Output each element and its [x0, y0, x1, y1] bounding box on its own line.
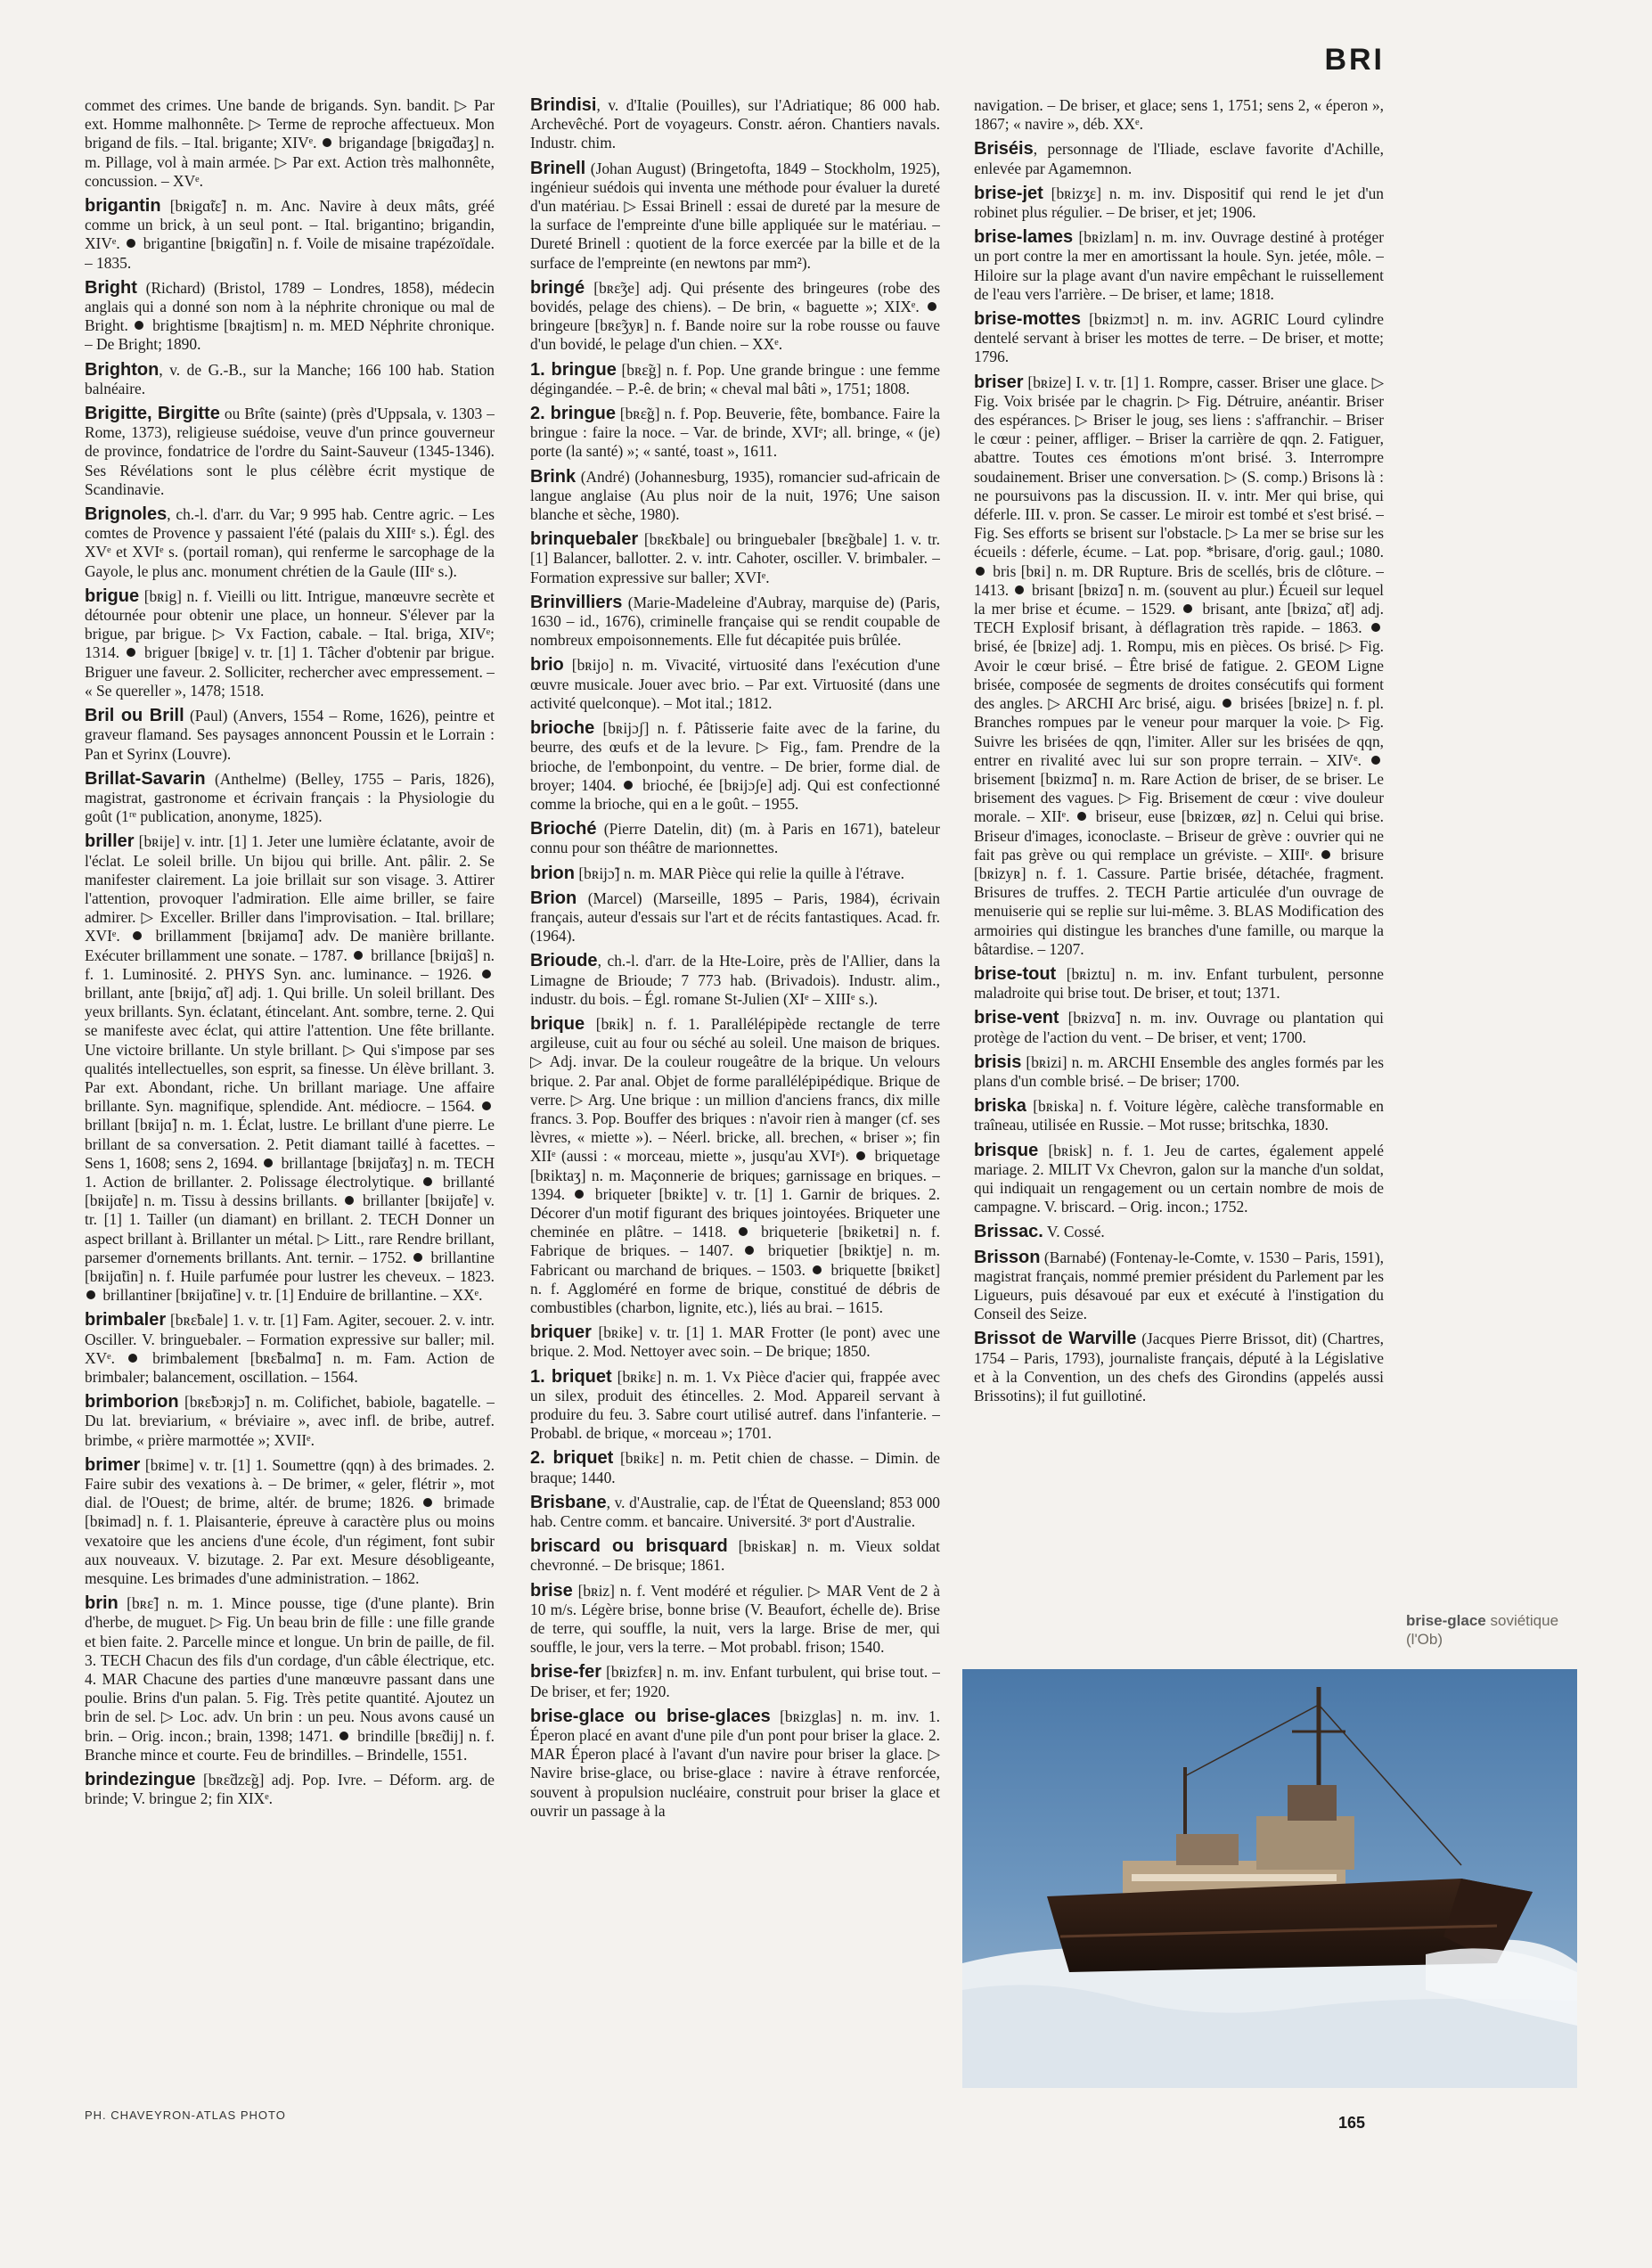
dictionary-entry: Brioude, ch.-l. d'arr. de la Hte-Loire, près de l'Allier, dans la Limagne de Brioude; 7 773 hab. (Brivadois). Industr. alim., industr. du bois. – Égl. romane St-Julien (XIᵉ – XIIIᵉ s.).	[530, 951, 940, 1008]
dictionary-entry: brise-lames [bʀizlam] n. m. inv. Ouvrage destiné à protéger un port contre la mer en amortissant la houle. Syn. jetée, môle. – Hiloire sur la plage avant d'un navire empêchant le ruissellement de l'eau vers l'arrière. – De briser, et lame; 1818.	[974, 227, 1384, 303]
dictionary-entry: Bright (Richard) (Bristol, 1789 – Londres, 1858), médecin anglais qui a donné son nom à la néphrite chronique ou mal de Bright. brightisme [bʀajtism] n. m. MED Néphrite chronique. – De Bright; 1890.	[85, 277, 495, 354]
dictionary-entry: Brink (André) (Johannesburg, 1935), romancier sud-africain de langue anglaise (Au plus noir de la nuit, 1976; Une saison blanche et sèche, 1980).	[530, 466, 940, 524]
entry-headword: briller	[85, 831, 135, 852]
bullet-icon	[482, 970, 491, 978]
entry-headword: Bright	[85, 277, 137, 298]
bullet-icon	[976, 567, 985, 576]
dictionary-entry: navigation. – De briser, et glace; sens 1, 1751; sens 2, « éperon », 1867; « navire », déb. XXᵉ.	[974, 96, 1384, 134]
dictionary-entry: brimborion [bʀɛ̃bɔʀjɔ̃] n. m. Colifichet, babiole, bagatelle. – Du lat. breviarium, « bréviaire », avec infl. de bribe, autref. brimbe, « prière marmottée »; XVIIᵉ.	[85, 1392, 495, 1449]
entry-headword: Brissac.	[974, 1222, 1043, 1242]
entry-headword: Bril ou Brill	[85, 706, 184, 726]
entry-headword: brise-glace ou brise-glaces	[530, 1706, 771, 1726]
entry-headword: Brignoles	[85, 504, 168, 525]
dictionary-entry: bringé [bʀɛ̃ʒe] adj. Qui présente des bringeures (robe des bovidés, pelage des chiens). – De brin, « baguette »; XIXᵉ. bringeure [bʀɛ̃ʒyʀ] n. f. Bande noire sur la robe rousse ou fauve d'un bovidé, le pelage d'un chien. – XXᵉ.	[530, 277, 940, 354]
dictionary-entry: briska [bʀiska] n. f. Voiture légère, calèche transformable en traîneau, utilisée en Russie. – Mot russe; britschka, 1830.	[974, 1096, 1384, 1134]
dictionary-entry: brise-mottes [bʀizmɔt] n. m. inv. AGRIC Lourd cylindre dentelé servant à briser les mottes de terre. – De briser, et motte; 1796.	[974, 309, 1384, 366]
entry-headword: briquer	[530, 1322, 592, 1343]
entry-headword: brimbaler	[85, 1310, 167, 1331]
caption-headword: brise-glace	[1406, 1612, 1486, 1629]
bullet-icon	[745, 1246, 754, 1255]
entry-headword: brinquebaler	[530, 529, 639, 550]
entry-headword: brion	[530, 863, 575, 883]
entry-headword: 1. bringue	[530, 359, 617, 380]
bullet-icon	[1371, 623, 1380, 632]
dictionary-entry: brinquebaler [bʀɛ̃kbale] ou bringuebaler [bʀɛ̃gbale] 1. v. tr. [1] Balancer, ballotter. 2. v. intr. Cahoter, osciller. V. brimbaler. – Formation expressive sur baller; XVIᵉ.	[530, 529, 940, 586]
dictionary-entry: brise-vent [bʀizvɑ̃] n. m. inv. Ouvrage ou plantation qui protège de l'action du vent. – De briser, et vent; 1700.	[974, 1008, 1384, 1046]
entry-headword: brise	[530, 1580, 573, 1601]
bullet-icon	[482, 1101, 491, 1110]
dictionary-entry: briscard ou brisquard [bʀiskaʀ] n. m. Vieux soldat chevronné. – De brisque; 1861.	[530, 1536, 940, 1575]
dictionary-entry: brin [bʀɛ̃] n. m. 1. Mince pousse, tige (d'une plante). Brin d'herbe, de muguet. ▷ Fig. Un beau brin de fille : une fille grande et bien faite. 2. Parcelle mince et longue. Un brin de paille, de fil. 3. TECH Chacun des fils d'un cordage, d'un câble électrique, etc. 4. MAR Chacune des parties d'une manœuvre passant dans une poulie. Brins d'un palan. 5. Fig. Très petite quantité. Ajoutez un brin de sel. ▷ Loc. adv. Un brin : un peu. Nous avons causé un brin. – Orig. incon.; brain, 1398; 1471. brindille [bʀɛ̃dij] n. f. Branche mince et courte. Feu de brindilles. – Brindelle, 1551.	[85, 1593, 495, 1764]
entry-headword: brio	[530, 655, 564, 675]
dictionary-entry: commet des crimes. Une bande de brigands. Syn. bandit. ▷ Par ext. Homme malhonnête. ▷ Terme de reproche affectueux. Mon brigand de fils. – Ital. brigante; XIVᵉ. brigandage [bʀigɑ̃daʒ] n. m. Pillage, vol à main armée. ▷ Par ext. Action très malhonnête, concussion. – XVᵉ.	[85, 96, 495, 190]
dictionary-entry: Brissac. V. Cossé.	[974, 1222, 1105, 1242]
entry-headword: briscard ou brisquard	[530, 1536, 728, 1557]
running-head: BRI	[1324, 43, 1385, 77]
entry-headword: Brioude	[530, 951, 598, 971]
dictionary-entry: brise [bʀiz] n. f. Vent modéré et régulier. ▷ MAR Vent de 2 à 10 m/s. Légère brise, bonne brise (V. Beaufort, échelle de). Brise de terre, qui souffle, la nuit, vers la large. Brise de mer, qui souffle, le jour, vers la terre. – Mot probabl. frison; 1540.	[530, 1580, 940, 1657]
dictionary-entry: briquer [bʀike] v. tr. [1] 1. MAR Frotter (le pont) avec une brique. 2. Mod. Nettoyer avec soin. – De brique; 1850.	[530, 1322, 940, 1361]
dictionary-entry: brisque [bʀisk] n. f. 1. Jeu de cartes, également appelé mariage. 2. MILIT Vx Chevron, galon sur la manche d'un soldat, qui indiquait un rengagement ou un certain nombre de mois de campagne. V. briscard. – Orig. incon.; 1752.	[974, 1140, 1384, 1216]
dictionary-entry: brigue [bʀig] n. f. Vieilli ou litt. Intrigue, manœuvre secrète et détournée pour obtenir une place, un honneur. S'élever par la brigue, par brigue. ▷ Vx Faction, cabale. – Ital. briga, XIVᵉ; 1314. briguer [bʀige] v. tr. [1] 1. Tâcher d'obtenir par brigue. Briguer une faveur. 2. Solliciter, rechercher avec empressement. – « Se quereller », 1478; 1518.	[85, 585, 495, 700]
dictionary-entry: Brighton, v. de G.-B., sur la Manche; 166 100 hab. Station balnéaire.	[85, 359, 495, 397]
caption-text: soviétique (l'Ob)	[1406, 1612, 1559, 1648]
dictionary-entry: brigantin [bʀigɑ̃tɛ̃] n. m. Anc. Navire à deux mâts, gréé comme un brick, à un seul pont. – Ital. brigantino; brigandin, XIVᵉ. brigantine [bʀigɑ̃tin] n. f. Voile de misaine trapézoïdale. – 1835.	[85, 196, 495, 272]
dictionary-entry: Brinell (Johan August) (Bringetofta, 1849 – Stockholm, 1925), ingénieur suédois qui inventa une méthode pour évaluer la dureté d'un matériau. ▷ Essai Brinell : essai de dureté par la mesure de la surface de l'empreinte d'une bille appliquée sur le matériau. – Dureté Brinell : quotient de la force exercée par la bille et de la surface de l'empreinte (en newtons par mm²).	[530, 158, 940, 272]
dictionary-entry: briser [bʀize] I. v. tr. [1] 1. Rompre, casser. Briser une glace. ▷ Fig. Voix brisée par le chagrin. ▷ Fig. Détruire, anéantir. Briser des espérances. ▷ Briser le joug, ses liens : s'affranchir. – Briser le cœur : peiner, affliger. – Briser la carrière de qqn. 2. Fatiguer, abattre. Toutes ces émotions m'ont brisé. 3. Interrompre soudainement. Briser une conversation. ▷ (S. comp.) Brisons là : ne poursuivons pas la discussion. II. v. intr. Mer qui brise, qui déferle. III. v. pron. Se casser. Le miroir est tombé et s'est brisé. – Fig. Ses efforts se brisent sur l'obstacle. ▷ La mer se brise sur les écueils : déferle, écume. – Lat. pop. *brisare, d'orig. gaul.; 1080. bris [bʀi] n. m. DR Rupture. Bris de scellés, bris de clôture. – 1413. brisant [bʀizɑ̃] n. m. (souvent au plur.) Écueil sur lequel la mer brise et écume. – 1529. brisant, ante [bʀizɑ̃, ɑ̃t] adj. TECH Explosif brisant, à déflagration très rapide. – 1863. brisé, ée [bʀize] adj. 1. Rompu, mis en pièces. Os brisé. ▷ Fig. Avoir le cœur brisé. – Être brisé de fatigue. 2. GEOM Ligne brisée, composée de segments de droites consécutifs qui forment des angles. ▷ ARCHI Arc brisé, aigu. brisées [bʀize] n. f. pl. Branches rompues par le veneur pour marquer la voie. ▷ Fig. Suivre les brisées de qqn, l'imiter. Aller sur les brisées de qqn, entrer en rivalité avec lui sur son propre terrain. – XIVᵉ. brisement [bʀizmɑ̃] n. m. Rare Action de briser, de se briser. Le brisement des vagues. ▷ Fig. Brisement de cœur : vive douleur morale. – XIIᵉ. briseur, euse [bʀizœʀ, øz] n. Celui qui brise. Briseur d'images, iconoclaste. – Briseur de grève : ouvrier qui ne fait pas grève ou qui remplace un gréviste. – XIIIᵉ. brisure [bʀizyʀ] n. f. 1. Cassure. Partie brisée, détachée, fragment. Brisures de truffes. 2. TECH Partie articulée d'un ouvrage de menuiserie qui se replie sur lui-même. 3. BLAS Modification des armoiries qui distingue les branches d'une famille, ou marque la bâtardise. – 1207.	[974, 372, 1384, 958]
entry-headword: brigue	[85, 585, 140, 606]
entry-headword: briser	[974, 372, 1024, 392]
dictionary-entry: brimbaler [bʀɛ̃bale] 1. v. tr. [1] Fam. Agiter, secouer. 2. v. intr. Osciller. V. bringuebaler. – Formation expressive sur baller; mil. XVᵉ. brimbalement [bʀɛ̃balmɑ̃] n. m. Fam. Action de brimbaler; balancement, oscillation. – 1564.	[85, 1310, 495, 1386]
entry-headword: brise-vent	[974, 1008, 1059, 1028]
entry-headword: 1. briquet	[530, 1366, 612, 1387]
bullet-icon	[423, 1498, 432, 1507]
entry-headword: brindezingue	[85, 1770, 196, 1790]
column-3	[974, 96, 1384, 1656]
dictionary-entry: brise-fer [bʀizfɛʀ] n. m. inv. Enfant turbulent, qui brise tout. – De briser, et fer; 1920.	[530, 1662, 940, 1700]
entry-headword: Brillat-Savarin	[85, 768, 206, 789]
bullet-icon	[86, 1290, 95, 1299]
entry-headword: briska	[974, 1096, 1026, 1117]
dictionary-entry: brimer [bʀime] v. tr. [1] 1. Soumettre (qqn) à des brimades. 2. Faire subir des vexations à. – De brimer, « geler, flétrir », mot dial. de l'Ouest; de brime, altér. de brume; 1826. brimade [bʀimad] n. f. 1. Plaisanterie, épreuve à caractère plus ou moins vexatoire que les anciens d'une école, d'un régiment, font subir aux nouveaux. V. bizutage. 2. Par ext. Mesure désobligeante, mesquine. Les brimades d'une administration. – 1862.	[85, 1454, 495, 1588]
bullet-icon	[813, 1265, 822, 1274]
entry-headword: brise-jet	[974, 183, 1043, 203]
entry-headword: brimborion	[85, 1392, 179, 1412]
entry-headword: Brissot de Warville	[974, 1329, 1137, 1349]
dictionary-entry: Brioché (Pierre Datelin, dit) (m. à Paris en 1671), bateleur connu pour son théâtre de marionnettes.	[530, 819, 940, 857]
bullet-icon	[413, 1253, 422, 1262]
bullet-icon	[1371, 756, 1380, 765]
entry-headword: brique	[530, 1013, 585, 1034]
bullet-icon	[264, 1159, 273, 1167]
dictionary-entry: brisis [bʀizi] n. m. ARCHI Ensemble des angles formés par les plans d'un comble brisé. – De briser; 1700.	[974, 1052, 1384, 1090]
dictionary-entry: Brigitte, Birgitte ou Brîte (sainte) (près d'Uppsala, v. 1303 – Rome, 1373), religieuse suédoise, veuve d'un prince gouverneur de province, fondatrice de l'ordre du Saint-Sauveur (1345-1346). Ses Révélations sont le plus célèbre écrit mystique de Scandinavie.	[85, 404, 495, 498]
bullet-icon	[128, 1354, 137, 1363]
column-1	[85, 96, 495, 2084]
entry-headword: brin	[85, 1593, 119, 1614]
entry-headword: Brisson	[974, 1247, 1041, 1267]
entry-headword: brisque	[974, 1140, 1039, 1160]
bullet-icon	[339, 1732, 348, 1740]
bullet-icon	[127, 239, 135, 248]
bullet-icon	[928, 302, 936, 311]
page-number: 165	[1338, 2114, 1366, 2132]
bullet-icon	[1321, 850, 1330, 859]
dictionary-entry: Brignoles, ch.-l. d'arr. du Var; 9 995 hab. Centre agric. – Les comtes de Provence y passaient l'été (palais du XIIIᵉ s.). Égl. des XVᵉ et XVIᵉ s. (portail roman), qui renferme le sarcophage de la Gayole, le plus anc. monument chrétien de la Gaule (IIIᵉ s.).	[85, 504, 495, 580]
entry-headword: brise-lames	[974, 227, 1074, 248]
dictionary-entry: Brissot de Warville (Jacques Pierre Brissot, dit) (Chartres, 1754 – Paris, 1793), journaliste français, député à la Législative et à la Convention, un des chefs des Girondins (appelés aussi Brissotins); il fut guillotiné.	[974, 1329, 1384, 1404]
dictionary-entry: 1. bringue [bʀɛ̃g] n. f. Pop. Une grande bringue : une femme dégingandée. – P.-ê. de brin; « cheval mal bâti », 1751; 1808.	[530, 359, 940, 397]
dictionary-entry: briller [bʀije] v. intr. [1] 1. Jeter une lumière éclatante, avoir de l'éclat. Le soleil brille. Un bijou qui brille. Ant. pâlir. 2. Se manifester clairement. La joie brillait sur son visage. 3. Attirer l'attention, provoquer l'admiration. Elle aime briller, se faire admirer. ▷ Exceller. Briller dans l'improvisation. – Ital. brillare; XVIᵉ. brillamment [bʀijamɑ̃] adv. De manière brillante. Exécuter brillamment une sonate. – 1787. brillance [bʀijɑ̃s] n. f. 1. Luminosité. 2. PHYS Syn. anc. luminance. – 1926. brillant, ante [bʀijɑ̃, ɑ̃t] adj. 1. Qui brille. Un soleil brillant. Des yeux brillants. Syn. éclatant, étincelant. Ant. sombre, terne. 2. Qui se manifeste avec éclat, qui attire l'attention. Une fête brillante. Une victoire brillante. Un style brillant. ▷ Qui s'impose par ses qualités intellectuelles, son esprit, sa finesse. Un élève brillant. 3. Par ext. Abondant, riche. Un brillant mariage. Une affaire brillante. Syn. magnifique, splendide. Ant. médiocre. – 1564. brillant [bʀijɑ̃] n. m. 1. Éclat, lustre. Le brillant d'une pierre. Le brillant de sa conversation. 2. Petit diamant taillé à facettes. – Sens 1, 1608; sens 2, 1694. brillantage [bʀijɑ̃taʒ] n. m. TECH 1. Action de brillanter. 2. Polissage électrolytique. brillanté [bʀijɑ̃te] n. m. Tissu à dessins brillants. brillanter [bʀijɑ̃te] v. tr. [1] 1. Tailler (un diamant) en brillant. 2. TECH Donner un aspect brillant à. Brillanter un métal. ▷ Litt., rare Rendre brillant, parsemer d'ornements brillants. Ant. ternir. – 1752. brillantine [bʀijɑ̃tin] n. f. Huile parfumée pour lustrer les cheveux. – 1823. brillantiner [bʀijɑ̃tine] v. tr. [1] Enduire de brillantine. – XXᵉ.	[85, 831, 495, 1305]
entry-headword: Brion	[530, 888, 577, 908]
dictionary-entry: brise-tout [bʀiztu] n. m. inv. Enfant turbulent, personne maladroite qui brise tout. De briser, et tout; 1371.	[974, 963, 1384, 1003]
bullet-icon	[423, 1177, 432, 1186]
bullet-icon	[1223, 699, 1231, 708]
entry-headword: bringé	[530, 277, 585, 298]
dictionary-entry: 1. briquet [bʀikɛ] n. m. 1. Vx Pièce d'acier qui, frappée avec un silex, produit des étincelles. 2. Mod. Appareil servant à produire du feu. 3. Sabre court utilisé autref. dans l'infanterie. – Probabl. de brique, « morceau »; 1701.	[530, 1366, 940, 1443]
entry-headword: Brindisi	[530, 96, 597, 115]
dictionary-entry: Brillat-Savarin (Anthelme) (Belley, 1755 – Paris, 1826), magistrat, gastronome et écrivain français : la Physiologie du goût (1ʳᵉ publication, anonyme, 1825).	[85, 768, 495, 826]
dictionary-entry: 2. briquet [bʀikɛ] n. m. Petit chien de chasse. – Dimin. de braque; 1440.	[530, 1448, 940, 1486]
icebreaker-photo	[962, 1669, 1577, 2088]
bullet-icon	[624, 781, 633, 790]
dictionary-entry: Brisbane, v. d'Australie, cap. de l'État de Queensland; 853 000 hab. Centre comm. et bancaire. Université. 3ᵉ port d'Australie.	[530, 1492, 940, 1531]
dictionary-entry: brindezingue [bʀɛ̃dzɛ̃g] adj. Pop. Ivre. – Déform. arg. de brinde; V. bringue 2; fin XIXᵉ.	[85, 1770, 495, 1808]
dictionary-entry: Brion (Marcel) (Marseille, 1895 – Paris, 1984), écrivain français, auteur d'essais sur l'art et de récits fantastiques. Acad. fr. (1964).	[530, 888, 940, 946]
dictionary-entry: brique [bʀik] n. f. 1. Parallélépipède rectangle de terre argileuse, cuit au four ou séché au soleil. Une maison de briques. ▷ Adj. invar. De la couleur rougeâtre de la brique. Un velours brique. 2. Par anal. Objet de forme parallélépipédique. Brique de verre. ▷ Arg. Une brique : un million d'anciens francs, dix mille francs. 3. Pop. Bouffer des briques : n'avoir rien à manger (cf. ses lèvres, « miette »). – Néerl. bricke, all. brechen, « briser »; fin XIIᵉ (aussi : « morceau, miette », jusqu'au XVIᵉ). briquetage [bʀiktaʒ] n. m. Maçonnerie de briques; garnissage en briques. – 1394. briqueter [bʀikte] v. tr. [1] 1. Garnir de briques. 2. Décorer d'un motif figurant des briques jointoyées. Briqueter une cheminée en plâtre. – 1418. briqueterie [bʀiketʀi] n. f. Fabrique de briques. – 1407. briquetier [bʀiktje] n. m. Fabricant ou marchand de briques. – 1503. briquette [bʀikɛt] n. f. Aggloméré en forme de brique, constitué de débris de combustibles (charbon, lignite, etc.), liés au brai. – 1615.	[530, 1013, 940, 1316]
bullet-icon	[323, 138, 331, 147]
bullet-icon	[127, 648, 135, 657]
bullet-icon	[133, 931, 142, 940]
entry-headword: brise-tout	[974, 963, 1057, 984]
dictionary-entry: Briséis, personnage de l'Iliade, esclave favorite d'Achille, enlevée par Agamemnon.	[974, 139, 1384, 177]
entry-headword: brigantin	[85, 196, 161, 217]
bullet-icon	[1015, 585, 1024, 594]
entry-headword: 2. bringue	[530, 404, 616, 424]
bullet-icon	[354, 951, 363, 960]
bullet-icon	[575, 1190, 584, 1199]
bullet-icon	[1183, 604, 1192, 613]
dictionary-entry: brio [bʀijo] n. m. Vivacité, virtuosité dans l'exécution d'une œuvre musicale. Jouer avec brio. – Par ext. Virtuosité (dans une activité quelconque). – Mot ital.; 1812.	[530, 655, 940, 712]
dictionary-entry: brise-jet [bʀizʒɛ] n. m. inv. Dispositif qui rend le jet d'un robinet plus régulier. – De briser, et jet; 1906.	[974, 183, 1384, 222]
photo-credit: PH. CHAVEYRON-ATLAS PHOTO	[85, 2108, 286, 2122]
entry-headword: Brigitte, Birgitte	[85, 404, 220, 424]
entry-headword: Brinvilliers	[530, 592, 623, 612]
dictionary-entry: Brindisi, v. d'Italie (Pouilles), sur l'Adriatique; 86 000 hab. Archevêché. Port de voyageurs. Constr. aéron. Chantiers navals. Industr. chim.	[530, 96, 940, 152]
entry-headword: Brinell	[530, 158, 586, 178]
entry-headword: 2. briquet	[530, 1448, 614, 1469]
entry-headword: Briséis	[974, 139, 1034, 160]
figure-caption	[1406, 1611, 1575, 1649]
entry-headword: brimer	[85, 1454, 141, 1475]
dictionary-entry: brioche [bʀijɔʃ] n. f. Pâtisserie faite avec de la farine, du beurre, des œufs et de la levure. ▷ Fig., fam. Prendre de la brioche, de l'embonpoint, du ventre. – De brier, forme dial. de broyer; 1404. brioché, ée [bʀijɔʃe] adj. Qui est confectionné comme la brioche, qui en a le goût. – 1955.	[530, 718, 940, 813]
entry-headword: Brisbane	[530, 1492, 607, 1512]
bullet-icon	[135, 321, 143, 330]
entry-headword: brise-mottes	[974, 309, 1082, 330]
bullet-icon	[345, 1196, 354, 1205]
entry-headword: brioche	[530, 718, 595, 739]
dictionary-entry: brise-glace ou brise-glaces [bʀizglas] n. m. inv. 1. Éperon placé en avant d'une pile d'un pont pour briser la glace. 2. MAR Éperon placé à l'avant d'un navire pour briser la glace. ▷ Navire brise-glace, ou brise-glace : navire à étrave renforcée, souvent à propulsion nucléaire, construit pour briser la glace et ouvrir un passage à la	[530, 1706, 940, 1820]
dictionary-entry: 2. bringue [bʀɛ̃g] n. f. Pop. Beuverie, fête, bombance. Faire la bringue : faire la noce. – Var. de brinde, XVIᵉ; all. bringe, « (je) porte (la santé) »; « santé, toast », 1611.	[530, 404, 940, 461]
icebreaker-illustration	[962, 1669, 1577, 2088]
entry-headword: Brighton	[85, 359, 159, 380]
dictionary-entry: brion [bʀijɔ̃] n. m. MAR Pièce qui relie la quille à l'étrave.	[530, 863, 904, 883]
bullet-icon	[739, 1227, 748, 1236]
entry-headword: brise-fer	[530, 1662, 602, 1683]
entry-headword: brisis	[974, 1052, 1022, 1072]
entry-headword: Brioché	[530, 819, 597, 839]
dictionary-entry: Brisson (Barnabé) (Fontenay-le-Comte, v. 1530 – Paris, 1591), magistrat français, nommé premier président du Parlement par les Ligueurs, puis désavoué par eux et exécuté à l'instigation du Conseil des Seize.	[974, 1247, 1384, 1323]
bullet-icon	[856, 1151, 865, 1160]
entry-headword: Brink	[530, 466, 577, 487]
bullet-icon	[1077, 812, 1086, 821]
dictionary-entry: Brinvilliers (Marie-Madeleine d'Aubray, marquise de) (Paris, 1630 – id., 1676), criminelle française qui se rendit coupable de nombreux empoisonnements. Elle fut décapitée puis brûlée.	[530, 592, 940, 650]
column-2	[530, 96, 940, 2101]
dictionary-entry: Bril ou Brill (Paul) (Anvers, 1554 – Rome, 1626), peintre et graveur flamand. Ses paysages annoncent Poussin et le Lorrain : Pan et Syrinx (Louvre).	[85, 706, 495, 763]
